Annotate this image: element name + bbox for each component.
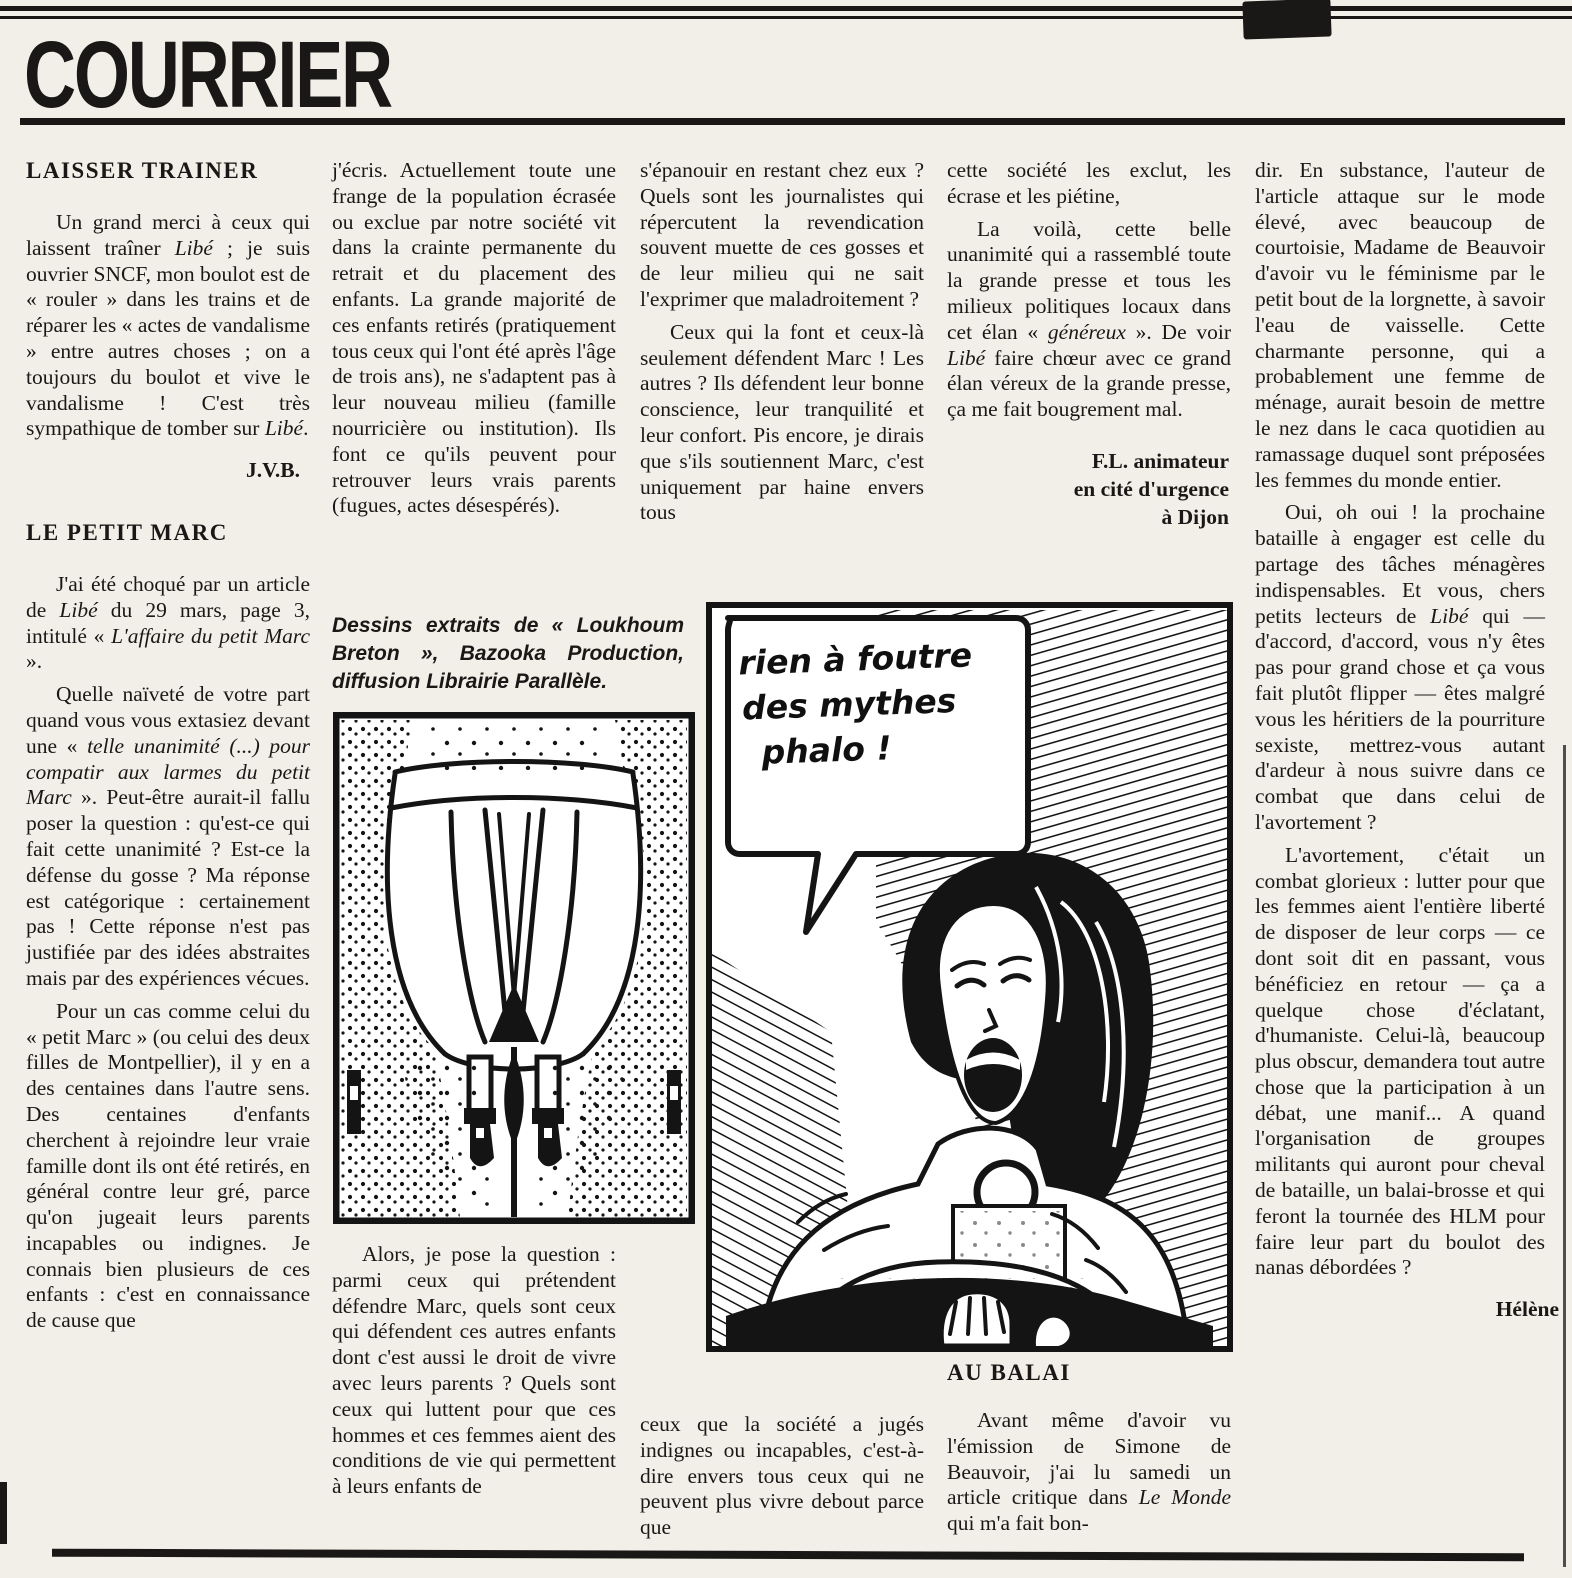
speech-line-3: phalo ! bbox=[760, 728, 893, 772]
letter-body-petit-marc-col1 bbox=[26, 572, 310, 1334]
letter-body-petit-marc-col2-after bbox=[332, 1242, 616, 1500]
speech-bubble-text bbox=[738, 632, 1003, 776]
top-rule-secondary bbox=[0, 16, 1572, 19]
paragraph: Un grand merci à ceux qui laissent traîner Libé ; je suis ouvrier SNCF, mon boulot est de « rouler » dans les trains et de réparer les « actes de vandalisme » entre autres choses ; on a toujours du boulot et vive le vandalisme ! C'est très sympathique de tomber sur Libé. bbox=[26, 210, 310, 441]
letter-heading-le-petit-marc: LE PETIT MARC bbox=[26, 519, 228, 545]
signature-line-2: en cité d'urgence bbox=[1073, 476, 1229, 501]
column-2-lower bbox=[332, 1242, 616, 1507]
paragraph: Oui, oh oui ! la prochaine bataille à engager est celle du partage des tâches ménagères indispensables. Et vous, chers petits lecteurs de Libé qui — d'accord, d'accord, vous n'y êtes pas pour grand chose et ça vous fait plutôt flipper — êtes malgré vous les héritiers de la pourriture sexiste, mettrez-vous autant d'ardeur à nous suivre dans ce combat que dans celui de l'avortement ? bbox=[1255, 500, 1545, 834]
letter-body-petit-marc-col4 bbox=[947, 158, 1231, 423]
paragraph: Avant même d'avoir vu l'émission de Simone de Beauvoir, j'ai lu samedi un article critique dans Le Monde qui m'a fait bon- bbox=[947, 1408, 1231, 1536]
paragraph: L'avortement, c'était un combat glorieux : lutter pour que les femmes aient l'entière liberté de disposer de leur corps — ce dont soit dit en passant, vous bénéficiez en retour — ça a quelque chose d'éclatant, d'humaniste. Celui-là, beaucoup plus obscur, demandera tout autre chose que la participation à un débat, une manif... A quand l'organisation de groupes militants qui auront pour cheval de bataille, un balai-brosse et qui feront la tournée des HLM pour faire leur part du boulot des nanas débordées ? bbox=[1255, 842, 1545, 1280]
paragraph: j'écris. Actuellement toute une frange de la population écrasée ou exclue par notre société vit dans la crainte permanente du retrait et du placement des enfants. La grande majorité de ces enfants retirés (pratiquement tous ceux qui l'ont été après l'âge de trois ans), ne s'adaptent pas à leur nouveau milieu (famille nourricière ou institution). Ils font ce qu'ils peuvent pour retrouver leurs vrais parents (fugues, actes désespérés). bbox=[332, 158, 616, 518]
letter-body-laisser-trainer bbox=[26, 210, 310, 442]
column-5 bbox=[1255, 158, 1559, 1333]
top-rule-primary bbox=[0, 6, 1572, 11]
letter-heading-laisser-trainer: LAISSER TRAINER bbox=[26, 158, 259, 183]
letter-body-petit-marc-col3-after bbox=[640, 1412, 924, 1541]
column-1 bbox=[26, 158, 310, 1341]
ink-blot-mark bbox=[1242, 0, 1331, 40]
right-edge-scan-line bbox=[1563, 745, 1566, 1567]
signature-line-1: F.L. animateur bbox=[1091, 448, 1229, 473]
signature-helene: Hélène bbox=[1495, 1297, 1559, 1322]
garter-belt-drawing bbox=[333, 712, 695, 1224]
speech-line-2: des mythes bbox=[741, 680, 957, 728]
signature-line-3: à Dijon bbox=[1161, 504, 1229, 529]
signature-jvb: J.V.B. bbox=[246, 458, 300, 483]
letter-body-petit-marc-col2 bbox=[332, 158, 616, 519]
paragraph: Ceux qui la font et ceux-là seulement défendent Marc ! Les autres ? Ils défendent leur bonne conscience, leur tranquilité et leur confort. Pis encore, je dirais que s'ils soutiennent Marc, c'est uniquement par haine envers tous bbox=[640, 319, 924, 525]
bottom-rule bbox=[52, 1549, 1524, 1562]
garter-belt-illustration bbox=[333, 712, 695, 1224]
paragraph: dir. En substance, l'auteur de l'article attaque sur le mode élevé, avec beaucoup de courtoisie, Madame de Beauvoir d'avoir vu le féminisme par le petit bout de la lorgnette, à savoir l'eau de vaisselle. Cette charmante personne, qui a probablement une femme de ménage, aurait besoin de mettre le nez dans le caca quotidien au ramassage duquel sont préposées les femmes du monde entier. bbox=[1255, 158, 1545, 492]
paragraph: J'ai été choqué par un article de Libé du 29 mars, page 3, intitulé « L'affaire du petit Marc ». bbox=[26, 571, 310, 674]
signature-fl-animateur bbox=[947, 447, 1229, 531]
letter-body-petit-marc-col3 bbox=[640, 158, 924, 526]
speech-line-1: rien à foutre bbox=[737, 635, 973, 683]
column-3-lower bbox=[640, 1412, 924, 1548]
paragraph: s'épanouir en restant chez eux ? Quels sont les journalistes qui répercutent la revendication souvent muette de ces gosses et de leur milieu qui ne sait l'exprimer que maladroitement ? bbox=[640, 158, 924, 311]
column-4-lower bbox=[947, 1360, 1231, 1544]
column-3-upper bbox=[640, 158, 924, 533]
left-edge-scan-mark bbox=[0, 1482, 7, 1544]
letter-body-au-balai-col5 bbox=[1255, 158, 1545, 1281]
figure-caption: Dessins extraits de « Loukhoum Breton », Bazooka Production, diffusion Librairie Parallèle. bbox=[332, 614, 684, 693]
letter-body-au-balai-col4 bbox=[947, 1408, 1231, 1537]
paragraph: Pour un cas comme celui du « petit Marc » (ou celui des deux filles de Montpellier), il y en a des centaines dans l'autre sens. Des centaines d'enfants cherchent à rejoindre leur vraie famille dont ils ont été retirés, en général contre leur gré, parce qu'on jugeait leurs parents incapables ou indignes. Je connais bien plusieurs de ces enfants : c'est en connaissance de cause que bbox=[26, 998, 310, 1333]
letter-heading-au-balai: AU BALAI bbox=[947, 1360, 1071, 1385]
section-title: COURRIER bbox=[24, 22, 391, 128]
paragraph: Quelle naïveté de votre part quand vous vous extasiez devant une « telle unanimité (...) pour compatir aux larmes du petit Marc ». Peut-être aurait-il fallu poser la question : qu'est-ce qui fait cette unanimité ? Est-ce la défense du gosse ? Ma réponse est catégorique : certainement pas ! Cette réponse n'est pas justifiée par des idées abstraites mais par des expériences vécues. bbox=[26, 682, 311, 990]
paragraph: Alors, je pose la question : parmi ceux qui prétendent défendre Marc, quels sont ceux qui défendent ces autres enfants dont c'est aussi le droit de vivre avec leurs parents ? Quels sont ceux qui luttent pour que ces hommes et ces femmes aient des conditions de vie qui permettent à leurs enfants de bbox=[332, 1242, 616, 1499]
column-2-upper bbox=[332, 158, 616, 526]
paragraph: La voilà, cette belle unanimité qui a rassemblé toute la grande presse et tous les milieux politiques locaux dans cet élan « généreux ». De voir Libé faire chœur avec ce grand élan véreux de la grande presse, ça me fait bougrement mal. bbox=[947, 216, 1232, 422]
paragraph: cette société les exclut, les écrase et les piétine, bbox=[947, 158, 1231, 208]
paragraph: ceux que la société a jugés indignes ou incapables, c'est-à-dire envers tous ceux qui ne peuvent plus vivre debout parce que bbox=[640, 1412, 924, 1540]
column-4-upper bbox=[947, 158, 1231, 531]
